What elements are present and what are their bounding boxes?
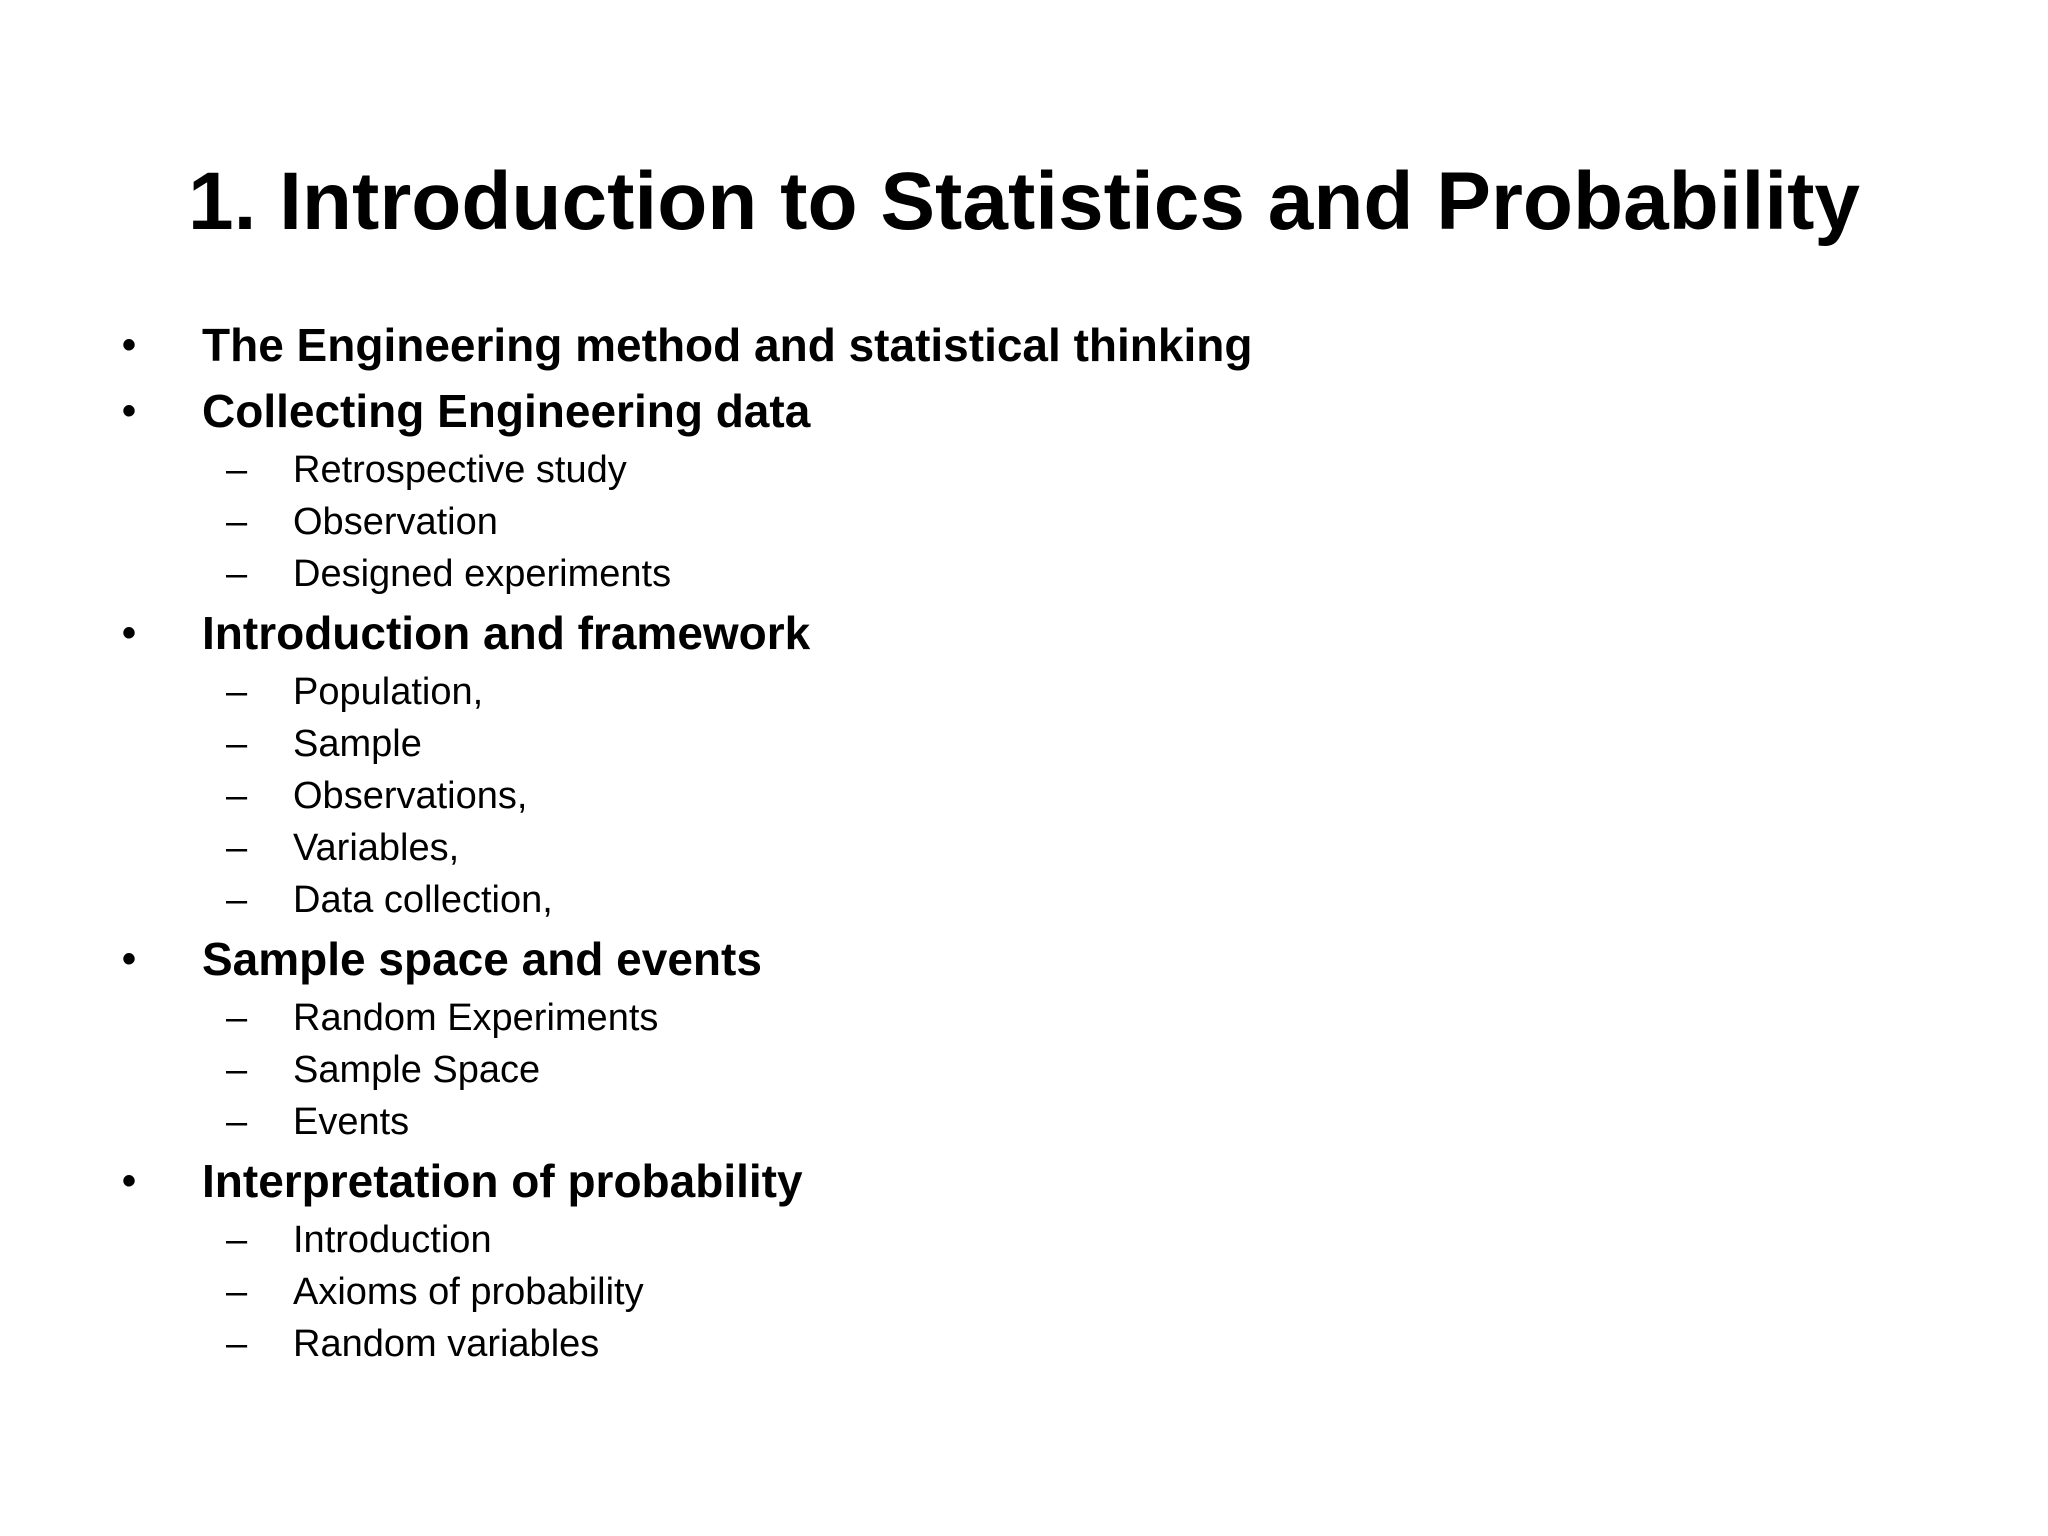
sub-item-label: Variables, [293, 827, 460, 869]
bullet-label: Introduction and framework [202, 607, 811, 659]
outline-sub-item [0, 1096, 2048, 1148]
sub-item-label: Introduction [293, 1219, 492, 1261]
dash-icon: – [226, 553, 248, 595]
bullet-label: The Engineering method and statistical thinking [202, 319, 1253, 371]
sub-item-label: Events [293, 1101, 410, 1143]
outline-sub-item [0, 666, 2048, 718]
dash-icon: – [226, 775, 248, 817]
bullet-icon: • [122, 611, 137, 655]
dash-icon: – [226, 879, 248, 921]
sub-item-label: Sample Space [293, 1049, 541, 1091]
outline-sub-item [0, 496, 2048, 548]
bullet-icon: • [122, 323, 137, 367]
outline-sub-item [0, 770, 2048, 822]
sub-item-label: Random Experiments [293, 997, 659, 1039]
sub-item-label: Designed experiments [293, 553, 672, 595]
dash-icon: – [226, 997, 248, 1039]
bullet-label: Interpretation of probability [202, 1155, 803, 1207]
outline-bullet [0, 600, 2048, 666]
outline-bullet [0, 378, 2048, 444]
dash-icon: – [226, 827, 248, 869]
outline-sub-item [0, 444, 2048, 496]
outline-bullet [0, 926, 2048, 992]
dash-icon: – [226, 671, 248, 713]
dash-icon: – [226, 449, 248, 491]
dash-icon: – [226, 723, 248, 765]
outline-bullet [0, 1148, 2048, 1214]
dash-icon: – [226, 1323, 248, 1365]
slide-title: 1. Introduction to Statistics and Probability [187, 156, 1861, 247]
sub-item-label: Axioms of probability [293, 1271, 644, 1313]
outline-sub-item [0, 1044, 2048, 1096]
topic-outline [0, 312, 2048, 1370]
outline-sub-item [0, 548, 2048, 600]
outline-sub-item [0, 992, 2048, 1044]
dash-icon: – [226, 1049, 248, 1091]
outline-sub-item [0, 874, 2048, 926]
outline-bullet [0, 312, 2048, 378]
dash-icon: – [226, 1219, 248, 1261]
bullet-icon: • [122, 1159, 137, 1203]
sub-item-label: Data collection, [293, 879, 553, 921]
outline-sub-item [0, 1318, 2048, 1370]
sub-item-label: Observations, [293, 775, 528, 817]
bullet-icon: • [122, 937, 137, 981]
sub-item-label: Sample [293, 723, 422, 765]
bullet-icon: • [122, 389, 137, 433]
sub-item-label: Population, [293, 671, 484, 713]
bullet-label: Collecting Engineering data [202, 385, 811, 437]
outline-sub-item [0, 822, 2048, 874]
sub-item-label: Random variables [293, 1323, 600, 1365]
sub-item-label: Observation [293, 501, 498, 543]
bullet-label: Sample space and events [202, 933, 762, 985]
outline-sub-item [0, 718, 2048, 770]
outline-sub-item [0, 1214, 2048, 1266]
sub-item-label: Retrospective study [293, 449, 627, 491]
dash-icon: – [226, 1101, 248, 1143]
dash-icon: – [226, 501, 248, 543]
outline-sub-item [0, 1266, 2048, 1318]
dash-icon: – [226, 1271, 248, 1313]
